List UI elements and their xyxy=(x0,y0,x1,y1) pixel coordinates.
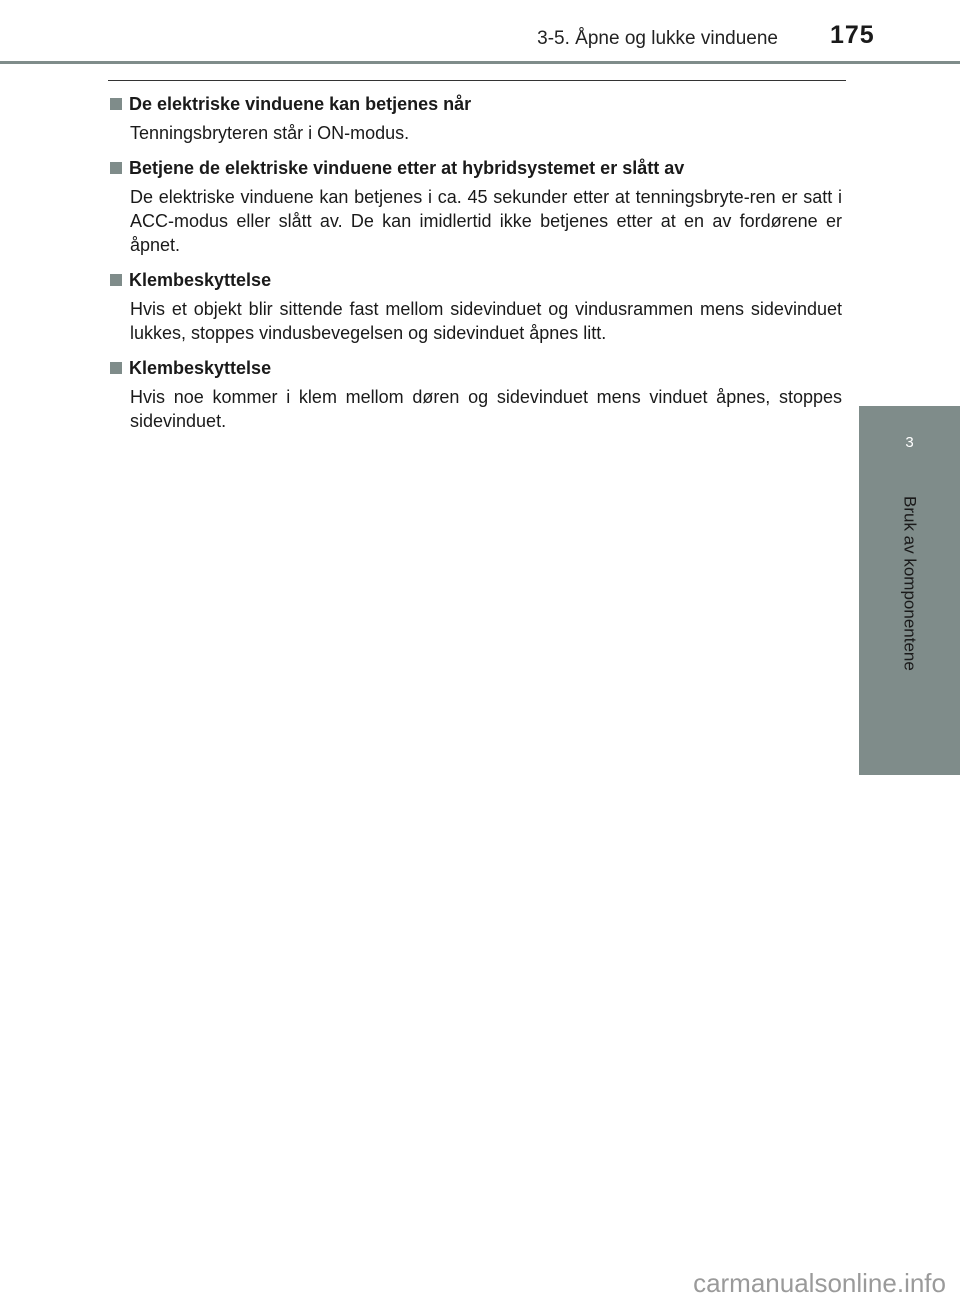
section-operating-conditions xyxy=(110,92,842,145)
section-body: De elektriske vinduene kan betjenes i ca. 45 sekunder etter at tenningsbryte-ren er satt i ACC-modus eller slått av. De kan imidlertid ikke betjenes etter at en av fordørene er åpnet. xyxy=(130,187,842,255)
header-section-title: 3-5. Åpne og lukke vinduene xyxy=(537,28,778,49)
chapter-side-tab xyxy=(859,406,960,775)
square-bullet-icon xyxy=(110,162,122,174)
footer-watermark: carmanualsonline.info xyxy=(693,1268,946,1298)
section-heading xyxy=(110,156,842,180)
page-content xyxy=(110,92,842,444)
section-after-hybrid-off xyxy=(110,156,842,257)
section-jam-protection-closing xyxy=(110,268,842,345)
section-jam-protection-opening xyxy=(110,356,842,433)
content-top-rule xyxy=(108,80,846,81)
section-heading xyxy=(110,92,842,116)
square-bullet-icon xyxy=(110,362,122,374)
section-body: Hvis noe kommer i klem mellom døren og sidevinduet mens vinduet åpnes, stoppes sidevinduet. xyxy=(130,387,842,431)
square-bullet-icon xyxy=(110,98,122,110)
section-heading-text: De elektriske vinduene kan betjenes når xyxy=(129,94,472,114)
header-rule xyxy=(0,61,960,64)
section-heading-text: Betjene de elektriske vinduene etter at hybridsystemet er slått av xyxy=(129,158,685,178)
section-body: Hvis et objekt blir sittende fast mellom sidevinduet og vindusrammen mens sidevinduet lukkes, stoppes vindusbevegelsen og sidevinduet åpnes litt. xyxy=(130,299,842,343)
section-heading-text: Klembeskyttelse xyxy=(129,270,272,290)
square-bullet-icon xyxy=(110,274,122,286)
chapter-title: Bruk av komponentene xyxy=(900,496,920,671)
page-number: 175 xyxy=(830,21,875,49)
section-heading xyxy=(110,356,842,380)
section-heading-text: Klembeskyttelse xyxy=(129,358,272,378)
section-body: Tenningsbryteren står i ON-modus. xyxy=(130,123,410,143)
chapter-number: 3 xyxy=(905,434,914,451)
section-heading xyxy=(110,268,842,292)
